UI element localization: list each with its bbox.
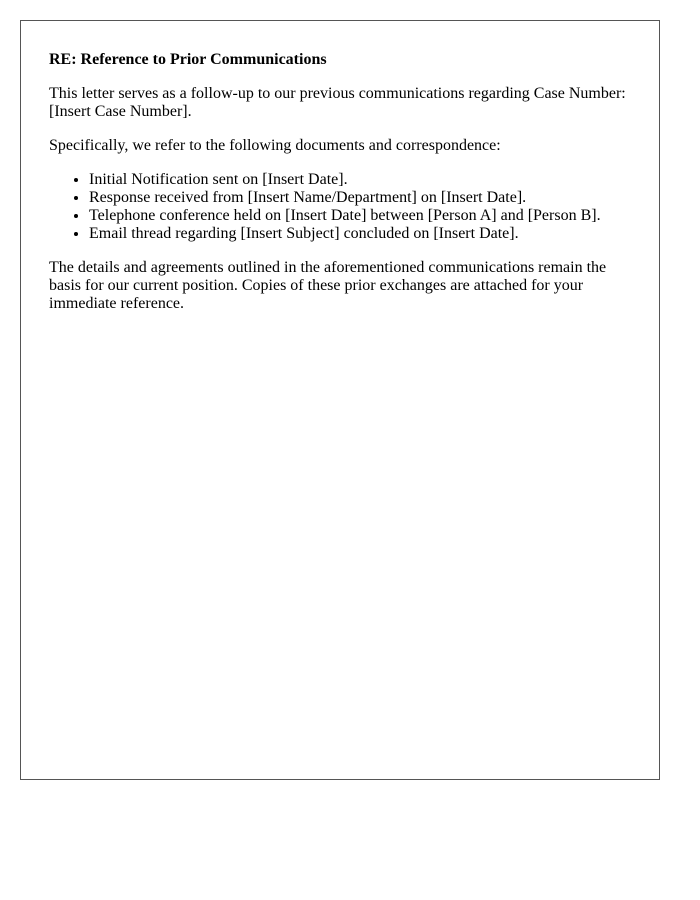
- list-item: • Telephone conference held on [Insert Date] between [Person A] and [Person B].: [89, 207, 631, 225]
- correspondence-list: [49, 171, 631, 243]
- lead-in-paragraph: Specifically, we refer to the following documents and correspondence:: [49, 137, 501, 154]
- letter-page: [20, 20, 660, 780]
- letter-subject: RE: Reference to Prior Communications: [49, 51, 327, 68]
- list-item: • Email thread regarding [Insert Subject] concluded on [Insert Date].: [89, 225, 631, 243]
- list-item: • Response received from [Insert Name/Department] on [Insert Date].: [89, 189, 631, 207]
- intro-paragraph: This letter serves as a follow-up to our previous communications regarding Case Number: [Insert Case Number].: [49, 85, 626, 120]
- closing-paragraph: The details and agreements outlined in the aforementioned communications remain the basis for our current position. Copies of these prior exchanges are attached for your immediate reference.: [49, 259, 607, 312]
- list-item: • Initial Notification sent on [Insert Date].: [89, 171, 631, 189]
